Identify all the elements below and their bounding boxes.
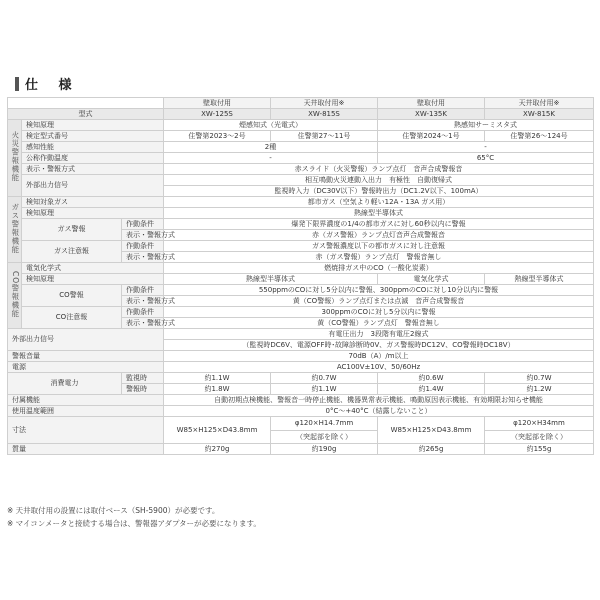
row-label: 型式 — [8, 109, 164, 120]
table-row — [8, 219, 594, 230]
row-label: 寸法 — [8, 417, 164, 444]
value-cell: 熱線型半導体式 — [164, 208, 594, 219]
value-cell: 約270g — [164, 444, 271, 455]
row-label: 表示・警報方式 — [122, 252, 164, 263]
row-label: 作動条件 — [122, 307, 164, 318]
table-row — [8, 241, 594, 252]
table-row — [8, 373, 594, 384]
value-cell: 約0.7W — [271, 373, 378, 384]
row-label: ガス警報 — [22, 219, 122, 241]
row-label: 作動条件 — [122, 285, 164, 296]
value-cell: 赤（ガス警報）ランプ点灯 警報音無し — [164, 252, 594, 263]
row-label: 表示・警報方式 — [122, 230, 164, 241]
row-label: 検知原理 — [22, 208, 164, 219]
table-row — [8, 131, 594, 142]
table-row — [8, 120, 594, 131]
section-title: 仕 様 — [25, 78, 80, 93]
row-label: CO注意報 — [22, 307, 122, 329]
value-cell: 約1.8W — [164, 384, 271, 395]
column-header: 壁取付用 — [378, 98, 485, 109]
value-cell: 約1.1W — [271, 384, 378, 395]
value-cell: （監視時DC6V、電源OFF時･故障診断時0V、ガス警報時DC12V、CO警報時DC18V） — [164, 340, 594, 351]
model-cell: XW-125S — [164, 109, 271, 120]
row-label: 外部出力信号 — [8, 329, 164, 351]
value-cell: 自動初期点検機能、警報音一時停止機能、機器異常表示機能、鳴動原因表示機能、有効期限お知らせ機能 — [164, 395, 594, 406]
value-cell: W85×H125×D43.8mm — [378, 417, 485, 444]
spec-table — [7, 97, 594, 455]
row-label: 付属機能 — [8, 395, 164, 406]
table-row — [8, 164, 594, 175]
table-row — [8, 98, 594, 109]
value-cell: 電気化学式 — [378, 274, 485, 285]
row-label: 作動条件 — [122, 219, 164, 230]
value-cell: 約1.1W — [164, 373, 271, 384]
row-label: 感知性能 — [22, 142, 164, 153]
value-cell: 爆発下限界濃度の1/4の都市ガスに対し60秒以内に警報 — [164, 219, 594, 230]
row-label: 電源 — [8, 362, 164, 373]
value-cell: 熱感知サーミスタ式 — [378, 120, 594, 131]
model-cell: XW-135K — [378, 109, 485, 120]
value-cell: 約190g — [271, 444, 378, 455]
row-label: 検知原理 — [22, 120, 164, 131]
row-label: 表示・警報方式 — [122, 318, 164, 329]
table-row — [8, 307, 594, 318]
table-row — [8, 153, 594, 164]
value-cell: 約0.7W — [485, 373, 594, 384]
value-cell: 住警第2023～2号 — [164, 131, 271, 142]
row-label: 検知対象ガス — [22, 197, 164, 208]
column-header: 天井取付用※ — [485, 98, 594, 109]
corner-cell — [8, 98, 164, 109]
heading-marker — [15, 77, 19, 91]
group-label: CO警報機能 — [8, 263, 22, 329]
row-label: 警報音量 — [8, 351, 164, 362]
value-cell: 都市ガス（空気より軽い12A・13A ガス用） — [164, 197, 594, 208]
value-cell: 赤（ガス警報）ランプ点灯音声合成警報音 — [164, 230, 594, 241]
value-cell: 有電圧出力 3段階有電圧2線式 — [164, 329, 594, 340]
value-cell: 70dB（A）/m以上 — [164, 351, 594, 362]
value-cell: 赤スライド（火災警報）ランプ点灯 音声合成警報音 — [164, 164, 594, 175]
value-cell: AC100V±10V、50/60Hz — [164, 362, 594, 373]
value-cell: 熱線型半導体式 — [485, 274, 594, 285]
value-cell: 約265g — [378, 444, 485, 455]
row-label: 消費電力 — [8, 373, 122, 395]
table-row — [8, 351, 594, 362]
value-cell: （突起部を除く） — [271, 430, 378, 444]
value-cell: 0°C～+40°C（結露しないこと） — [164, 406, 594, 417]
value-cell: ガス警報濃度以下の都市ガスに対し注意報 — [164, 241, 594, 252]
value-cell: 燃焼排ガス中のCO（一酸化炭素） — [164, 263, 594, 274]
row-label: 電気化学式 — [22, 263, 164, 274]
table-row — [8, 109, 594, 120]
row-label: 表示・警報方式 — [122, 296, 164, 307]
value-cell: 住警第2024～1号 — [378, 131, 485, 142]
value-cell: 相互鳴動火災連動入出力 有極性 自動復帰式 — [164, 175, 594, 186]
row-label: 警報時 — [122, 384, 164, 395]
table-row — [8, 142, 594, 153]
group-label: ガス警報機能 — [8, 197, 22, 263]
table-row — [8, 395, 594, 406]
value-cell: φ120×H34mm — [485, 417, 594, 431]
value-cell: W85×H125×D43.8mm — [164, 417, 271, 444]
row-label: 検定型式番号 — [22, 131, 164, 142]
table-row — [8, 329, 594, 340]
column-header: 壁取付用 — [164, 98, 271, 109]
row-label: 外部出力信号 — [22, 175, 164, 197]
value-cell: 約155g — [485, 444, 594, 455]
column-header: 天井取付用※ — [271, 98, 378, 109]
value-cell: 2種 — [164, 142, 378, 153]
model-cell: XW-815S — [271, 109, 378, 120]
value-cell: 監視時入力（DC30V以下）警報時出力（DC1.2V以下、100mA） — [164, 186, 594, 197]
value-cell: 約1.4W — [378, 384, 485, 395]
table-row — [8, 274, 594, 285]
value-cell: 300ppmのCOに対し5分以内に警報 — [164, 307, 594, 318]
table-row — [8, 417, 594, 431]
value-cell: - — [164, 153, 378, 164]
footnotes — [7, 504, 261, 530]
table-row — [8, 208, 594, 219]
value-cell: 住警第26～124号 — [485, 131, 594, 142]
value-cell: （突起部を除く） — [485, 430, 594, 444]
footnote: ※ 天井取付用の設置には取付ベース（SH-5900）が必要です。 — [7, 506, 220, 515]
value-cell: φ120×H14.7mm — [271, 417, 378, 431]
row-label: ガス注意報 — [22, 241, 122, 263]
value-cell: 65°C — [378, 153, 594, 164]
value-cell: 約0.6W — [378, 373, 485, 384]
value-cell: 住警第27～11号 — [271, 131, 378, 142]
table-row — [8, 175, 594, 186]
table-row — [8, 362, 594, 373]
table-row — [8, 285, 594, 296]
row-label: 質量 — [8, 444, 164, 455]
row-label: 作動条件 — [122, 241, 164, 252]
row-label: 公称作動温度 — [22, 153, 164, 164]
row-label: 表示・警報方式 — [22, 164, 164, 175]
value-cell: 黄（CO警報）ランプ点灯または点滅 音声合成警報音 — [164, 296, 594, 307]
table-row — [8, 406, 594, 417]
value-cell: 黄（CO警報）ランプ点灯 警報音無し — [164, 318, 594, 329]
row-label: 監視時 — [122, 373, 164, 384]
group-label: 火災警報機能 — [8, 120, 22, 197]
value-cell: 煙感知式（光電式） — [164, 120, 378, 131]
table-row — [8, 263, 594, 274]
row-label: 検知原理 — [22, 274, 164, 285]
value-cell: - — [378, 142, 594, 153]
table-row — [8, 444, 594, 455]
table-row — [8, 197, 594, 208]
row-label: 使用温度範囲 — [8, 406, 164, 417]
value-cell: 熱線型半導体式 — [164, 274, 378, 285]
model-cell: XW-815K — [485, 109, 594, 120]
row-label: CO警報 — [22, 285, 122, 307]
value-cell: 550ppmのCOに対し5分以内に警報、300ppmのCOに対し10分以内に警報 — [164, 285, 594, 296]
footnote: ※ マイコンメータと接続する場合は、警報器アダプターが必要になります。 — [7, 519, 261, 528]
section-heading — [15, 74, 80, 93]
value-cell: 約1.2W — [485, 384, 594, 395]
